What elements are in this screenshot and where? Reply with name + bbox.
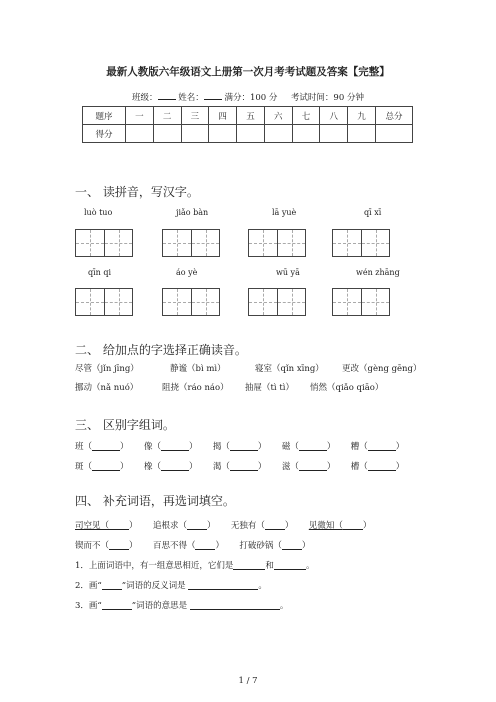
answer-blank[interactable] bbox=[343, 519, 363, 530]
reading-choice[interactable]: 更改（gèng gēng） bbox=[342, 364, 422, 374]
writing-grid[interactable] bbox=[162, 288, 220, 316]
answer-blank[interactable] bbox=[109, 519, 129, 530]
writing-grid[interactable] bbox=[332, 229, 390, 257]
writing-grid[interactable] bbox=[75, 229, 133, 257]
answer-blank[interactable] bbox=[102, 599, 132, 610]
answer-blank[interactable] bbox=[195, 539, 215, 550]
question-1: 1．上面词语中，有一组意思相近，它们是 和 。 bbox=[75, 561, 315, 571]
answer-blank[interactable] bbox=[233, 559, 265, 570]
idiom-row: 司空见（ ） 追根求（ ） 无独有（ ） 见微知（ ） bbox=[75, 521, 372, 531]
reading-choice[interactable]: 静谧（bì mì） bbox=[170, 364, 226, 374]
answer-blank[interactable] bbox=[92, 440, 120, 451]
reading-choice[interactable]: 挪动（nǎ nuó） bbox=[75, 383, 139, 393]
score-table-header: 题序 一 二 三 四 五 六 七 八 九 总分 bbox=[83, 107, 413, 125]
writing-grid[interactable] bbox=[248, 229, 306, 257]
answer-blank[interactable] bbox=[299, 460, 327, 471]
answer-blank[interactable] bbox=[368, 460, 396, 471]
pinyin: jiǎo bàn bbox=[176, 208, 209, 217]
question-3: 3．画“ ”词语的意思是 。 bbox=[75, 601, 289, 611]
answer-blank[interactable] bbox=[230, 460, 258, 471]
writing-grid[interactable] bbox=[75, 288, 133, 316]
exam-info: 班级： 姓名： 满分：100 分 考试时间：90 分钟 bbox=[0, 90, 496, 103]
answer-blank[interactable] bbox=[109, 539, 129, 550]
writing-grid[interactable] bbox=[332, 288, 390, 316]
page-title: 最新人教版六年级语文上册第一次月考考试题及答案【完整】 bbox=[106, 66, 390, 78]
answer-blank[interactable] bbox=[265, 519, 285, 530]
answer-blank[interactable] bbox=[92, 460, 120, 471]
pinyin: qī xī bbox=[364, 208, 382, 217]
reading-choice[interactable]: 尽管（jǐn jīng） bbox=[75, 364, 139, 374]
answer-blank[interactable] bbox=[368, 440, 396, 451]
question-2: 2．画“ ”词语的反义词是 。 bbox=[75, 581, 267, 591]
section1-heading: 一、 读拼音，写汉字。 bbox=[75, 185, 199, 199]
answer-blank[interactable] bbox=[230, 440, 258, 451]
pinyin: luò tuo bbox=[84, 208, 113, 217]
pinyin: wén zhāng bbox=[356, 268, 400, 277]
answer-blank[interactable] bbox=[299, 440, 327, 451]
word-pair-row: 班（ ） 像（ ） 揭（ ） 磁（ ） 糟（ ） bbox=[75, 442, 405, 452]
reading-choice[interactable]: 抽屉（tì tì） bbox=[245, 383, 294, 393]
reading-choice[interactable]: 阻挠（ráo náo） bbox=[162, 383, 229, 393]
section4-heading: 四、 补充词语，再选词填空。 bbox=[75, 494, 235, 508]
idiom-row: 锲而不（ ） 百思不得（ ） 打破砂锅（ ） bbox=[75, 541, 311, 551]
answer-blank[interactable] bbox=[274, 559, 306, 570]
section2-heading: 二、 给加点的字选择正确读音。 bbox=[75, 343, 247, 357]
writing-grid[interactable] bbox=[162, 229, 220, 257]
score-table-row: 得分 bbox=[83, 125, 413, 143]
reading-choice[interactable]: 寝室（qǐn xīng） bbox=[255, 364, 324, 374]
answer-blank[interactable] bbox=[282, 539, 302, 550]
pinyin: qīn qi bbox=[88, 268, 112, 277]
answer-blank[interactable] bbox=[187, 519, 207, 530]
reading-choice[interactable]: 悄然（qiǎo qiāo） bbox=[310, 383, 384, 393]
answer-blank[interactable] bbox=[102, 579, 122, 590]
section3-heading: 三、 区别字组词。 bbox=[75, 418, 175, 432]
page-number: 1 / 7 bbox=[238, 676, 258, 686]
word-pair-row: 斑（ ） 橡（ ） 渴（ ） 滋（ ） 槽（ ） bbox=[75, 462, 405, 472]
writing-grid[interactable] bbox=[248, 288, 306, 316]
answer-blank[interactable] bbox=[161, 460, 189, 471]
score-table bbox=[82, 106, 413, 143]
pinyin: wū yā bbox=[276, 268, 300, 277]
answer-blank[interactable] bbox=[190, 599, 280, 610]
pinyin: lā yuè bbox=[272, 208, 297, 217]
answer-blank[interactable] bbox=[161, 440, 189, 451]
pinyin: áo yè bbox=[176, 268, 198, 277]
answer-blank[interactable] bbox=[188, 579, 258, 590]
